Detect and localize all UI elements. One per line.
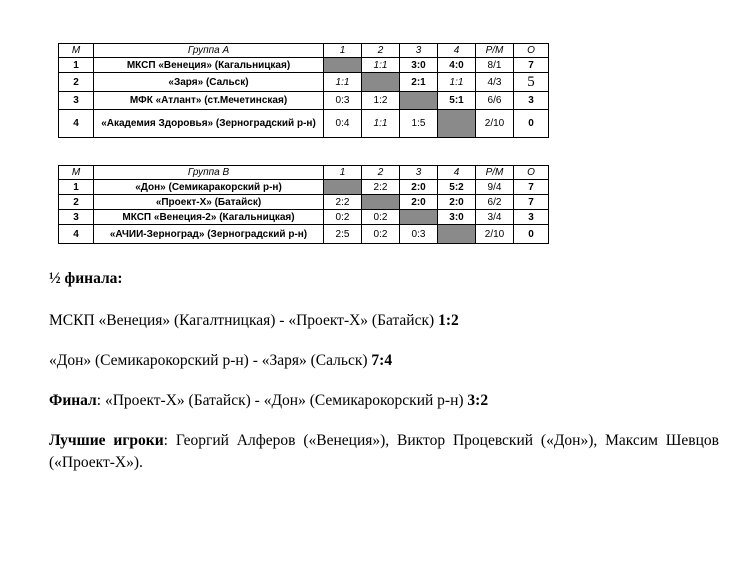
place-cell: 4: [59, 225, 94, 244]
team-cell: МФК «Атлант» (ст.Мечетинская): [94, 92, 324, 110]
header-group: Группа А: [94, 44, 324, 58]
final-teams: : «Проект-Х» (Батайск) - «Дон» (Семикарокорский р-н): [96, 392, 464, 409]
table-row: [59, 73, 549, 92]
header-col-3: 3: [400, 44, 438, 58]
team-cell: МКСП «Венеция-2» (Кагальницкая): [94, 210, 324, 225]
goals-cell: 2/10: [476, 225, 514, 244]
score-cell: 2:0: [400, 180, 438, 195]
semifinal-1-score: 1:2: [438, 312, 459, 329]
score-cell: 4:0: [438, 58, 476, 73]
best-players: [49, 430, 719, 474]
header-col-2: 2: [362, 166, 400, 180]
goals-cell: 9/4: [476, 180, 514, 195]
points-cell: 3: [514, 92, 549, 110]
final-label: Финал: [49, 392, 97, 409]
points-cell: 0: [514, 110, 549, 138]
score-cell: 0:3: [400, 225, 438, 244]
team-cell: «Академия Здоровья» (Зерноградский р-н): [94, 110, 324, 138]
points-cell: 3: [514, 210, 549, 225]
goals-cell: 4/3: [476, 73, 514, 92]
header-col-4: 4: [438, 44, 476, 58]
semifinal-1-teams: МСКП «Венеция» (Кагалтницкая) - «Проект-Х» (Батайск): [49, 312, 435, 329]
final-match: [49, 390, 488, 412]
score-cell: 2:5: [324, 225, 362, 244]
final-score: 3:2: [467, 392, 489, 409]
score-cell: 3:0: [438, 210, 476, 225]
header-goals: Р/М: [476, 166, 514, 180]
points-cell: 7: [514, 195, 549, 210]
semifinals-heading: [49, 268, 123, 290]
header-points: О: [514, 166, 549, 180]
points-cell: 7: [514, 58, 549, 73]
team-cell: «АЧИИ-Зерноград» (Зерноградский р-н): [94, 225, 324, 244]
goals-cell: 6/2: [476, 195, 514, 210]
score-cell: 1:5: [400, 110, 438, 138]
score-cell: 1:1: [362, 58, 400, 73]
self-match-cell: [362, 73, 400, 92]
score-cell: 0:2: [324, 210, 362, 225]
score-cell: 2:0: [438, 195, 476, 210]
score-cell: 3:0: [400, 58, 438, 73]
place-cell: 2: [59, 73, 94, 92]
score-cell: 5:2: [438, 180, 476, 195]
place-cell: 4: [59, 110, 94, 138]
semifinals-heading-text: ½ финала:: [49, 270, 123, 287]
table-row: [59, 180, 549, 195]
score-cell: 1:1: [438, 73, 476, 92]
goals-cell: 2/10: [476, 110, 514, 138]
place-cell: 3: [59, 210, 94, 225]
header-col-2: 2: [362, 44, 400, 58]
score-cell: 1:2: [362, 92, 400, 110]
points-cell: 7: [514, 180, 549, 195]
goals-cell: 6/6: [476, 92, 514, 110]
team-cell: «Проект-Х» (Батайск): [94, 195, 324, 210]
best-players-label: Лучшие игроки: [49, 432, 164, 449]
header-col-4: 4: [438, 166, 476, 180]
semifinal-2-score: 7:4: [371, 352, 393, 369]
team-cell: МКСП «Венеция» (Кагальницкая): [94, 58, 324, 73]
goals-cell: 8/1: [476, 58, 514, 73]
goals-cell: 3/4: [476, 210, 514, 225]
self-match-cell: [324, 58, 362, 73]
table-row: [59, 92, 549, 110]
header-col-1: 1: [324, 166, 362, 180]
best-players-text: : Георгий Алферов («Венеция»), Виктор Процевский («Дон»), Максим Шевцов («Проект-Х»).: [49, 432, 719, 471]
score-cell: 0:2: [362, 210, 400, 225]
place-cell: 3: [59, 92, 94, 110]
points-cell: 5: [514, 73, 549, 92]
semifinal-1: [49, 310, 459, 332]
header-col-1: 1: [324, 44, 362, 58]
self-match-cell: [438, 110, 476, 138]
score-cell: 0:2: [362, 225, 400, 244]
header-points: О: [514, 44, 549, 58]
table-header-row: [59, 44, 549, 58]
team-cell: «Дон» (Семикаракорский р-н): [94, 180, 324, 195]
group-b-table: [58, 165, 549, 244]
table-row: [59, 225, 549, 244]
score-cell: 2:1: [400, 73, 438, 92]
score-cell: 0:3: [324, 92, 362, 110]
self-match-cell: [362, 195, 400, 210]
points-cell: 0: [514, 225, 549, 244]
table-row: [59, 195, 549, 210]
header-group: Группа В: [94, 166, 324, 180]
self-match-cell: [438, 225, 476, 244]
score-cell: 2:2: [324, 195, 362, 210]
place-cell: 1: [59, 58, 94, 73]
score-cell: 2:0: [400, 195, 438, 210]
self-match-cell: [400, 92, 438, 110]
header-goals: Р/М: [476, 44, 514, 58]
place-cell: 2: [59, 195, 94, 210]
header-place: М: [59, 44, 94, 58]
score-cell: 2:2: [362, 180, 400, 195]
self-match-cell: [324, 180, 362, 195]
score-cell: 1:1: [324, 73, 362, 92]
place-cell: 1: [59, 180, 94, 195]
group-a-table: [58, 43, 549, 138]
score-cell: 1:1: [362, 110, 400, 138]
header-place: М: [59, 166, 94, 180]
table-row: [59, 210, 549, 225]
header-col-3: 3: [400, 166, 438, 180]
team-cell: «Заря» (Сальск): [94, 73, 324, 92]
self-match-cell: [400, 210, 438, 225]
score-cell: 0:4: [324, 110, 362, 138]
score-cell: 5:1: [438, 92, 476, 110]
semifinal-2-teams: «Дон» (Семикарокорский р-н) - «Заря» (Сальск): [49, 352, 368, 369]
table-row: [59, 58, 549, 73]
table-row: [59, 110, 549, 138]
semifinal-2: [49, 350, 392, 372]
table-header-row: [59, 166, 549, 180]
